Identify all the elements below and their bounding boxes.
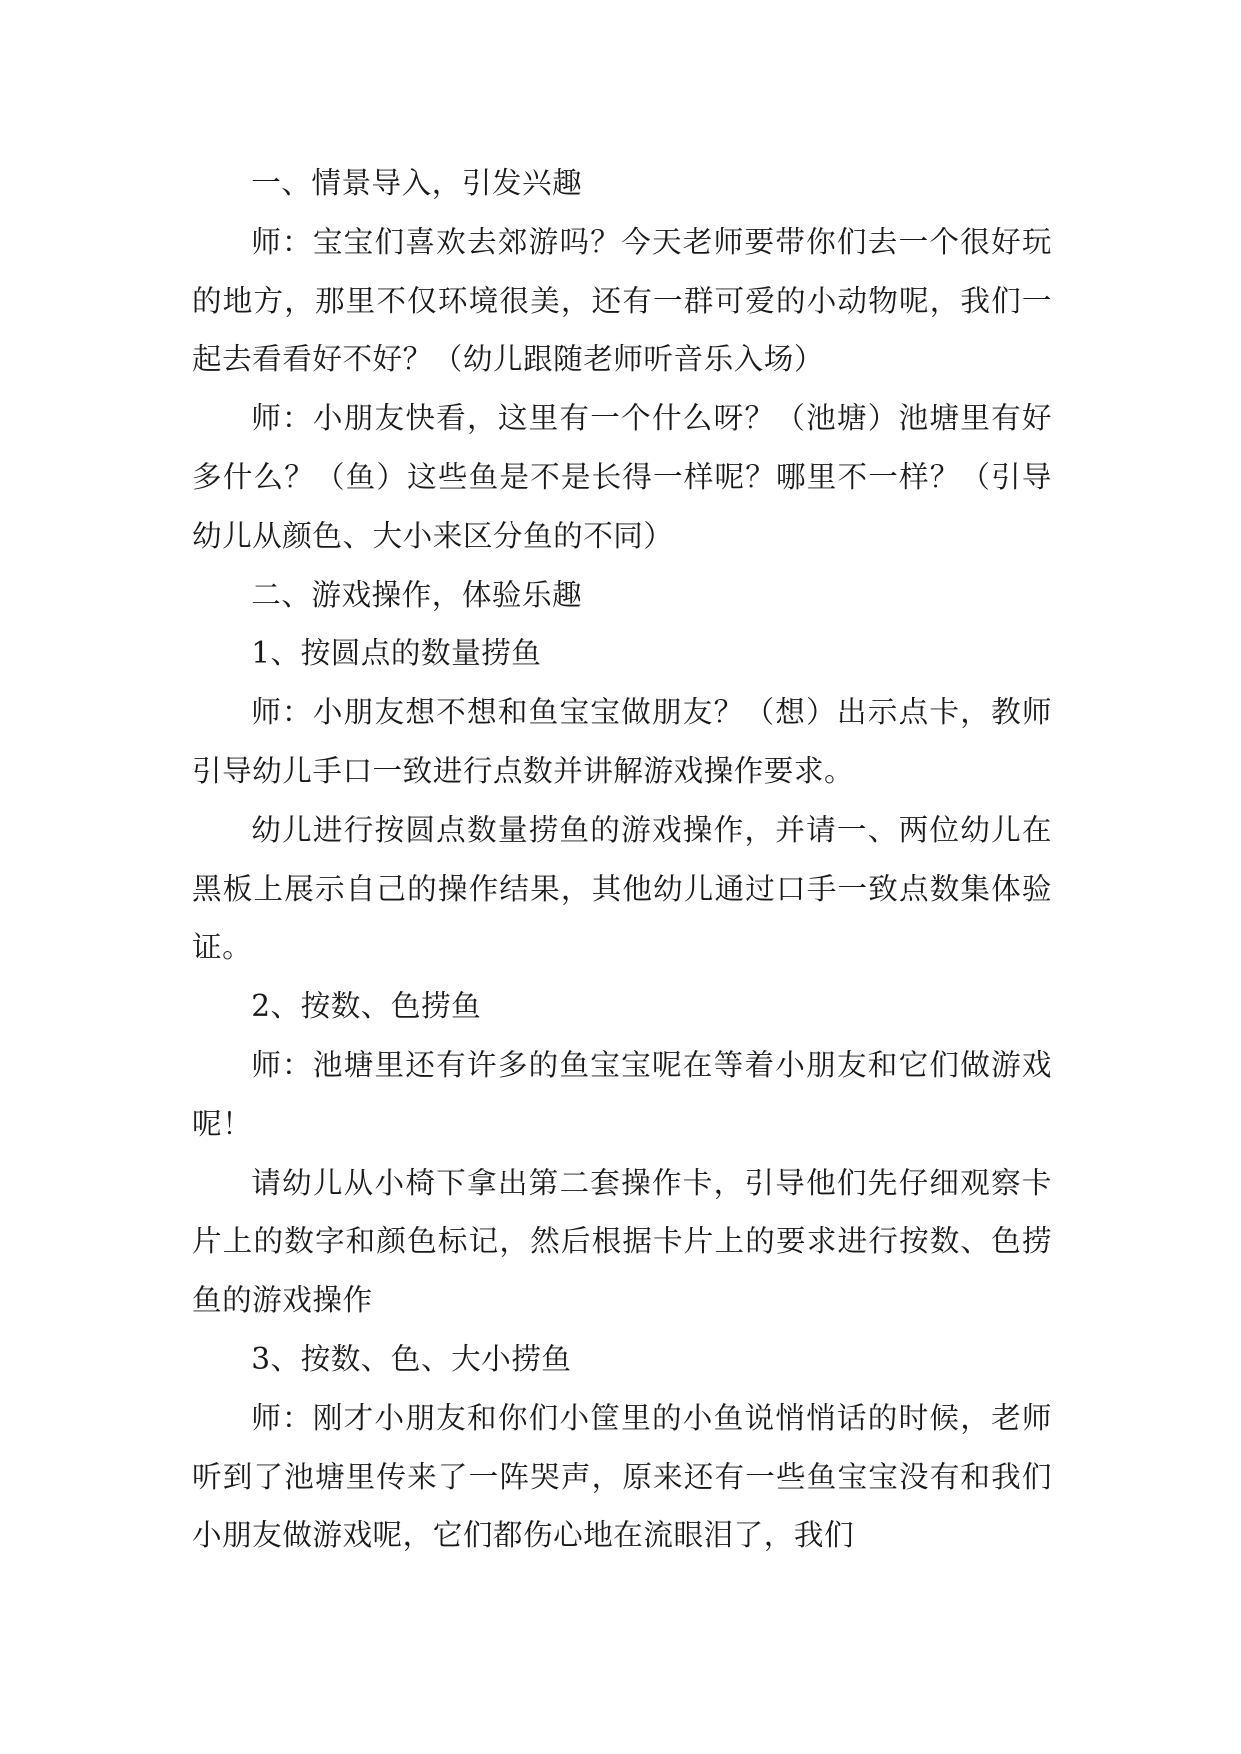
subheading-step-1: 1、按圆点的数量捞鱼 (251, 636, 542, 671)
subheading-step-3: 3、按数、色、大小捞鱼 (251, 1341, 572, 1376)
document-body (192, 154, 1052, 1565)
heading-section-1: 一、情景导入，引发兴趣 (251, 166, 583, 200)
paragraph-teacher-pond: 师：小朋友快看，这里有一个什么呀？（池塘）池塘里有好多什么？（鱼）这些鱼是不是长得一样呢？哪里不一样？（引导幼儿从颜色、大小来区分鱼的不同） (192, 401, 1052, 553)
paragraph-teacher-crying: 师：刚才小朋友和你们小筐里的小鱼说悄悄话的时候，老师听到了池塘里传来了一阵哭声，原来还有一些鱼宝宝没有和我们小朋友做游戏呢，它们都伤心地在流眼泪了，我们 (192, 1400, 1052, 1553)
subheading-step-2: 2、按数、色捞鱼 (251, 989, 482, 1024)
paragraph-teacher-pond-game: 师：池塘里还有许多的鱼宝宝呢在等着小朋友和它们做游戏呢！ (192, 1047, 1052, 1141)
heading-section-2: 二、游戏操作，体验乐趣 (251, 577, 583, 612)
paragraph-second-card: 请幼儿从小椅下拿出第二套操作卡，引导他们先仔细观察卡片上的数字和颜色标记，然后根据卡片上的要求进行按数、色捞鱼的游戏操作 (192, 1165, 1052, 1318)
paragraph-teacher-intro: 师：宝宝们喜欢去郊游吗？今天老师要带你们去一个很好玩的地方，那里不仅环境很美，还有一群可爱的小动物呢，我们一起去看看好不好？（幼儿跟随老师听音乐入场） (192, 224, 1052, 377)
paragraph-teacher-dotcard: 师：小朋友想不想和鱼宝宝做朋友？（想）出示点卡，教师引导幼儿手口一致进行点数并讲解游戏操作要求。 (192, 695, 1052, 788)
paragraph-children-operate: 幼儿进行按圆点数量捞鱼的游戏操作，并请一、两位幼儿在黑板上展示自己的操作结果，其他幼儿通过口手一致点数集体验证。 (192, 812, 1052, 965)
